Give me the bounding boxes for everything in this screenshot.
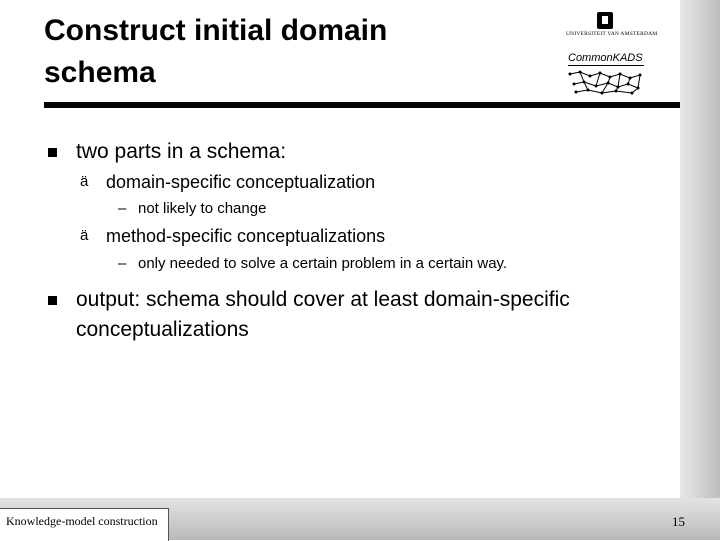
sub-bullet-arrow-icon: ä bbox=[80, 173, 89, 190]
bullet-text: two parts in a schema: bbox=[76, 140, 287, 163]
footer-label: Knowledge-model construction bbox=[6, 514, 158, 528]
bullet-text-line2: conceptualizations bbox=[76, 318, 249, 341]
sub-sub-bullet-text: only needed to solve a certain problem in a certain way. bbox=[138, 255, 508, 272]
commonkads-logo bbox=[566, 52, 648, 98]
shield-icon bbox=[597, 12, 613, 29]
dash-bullet: – bbox=[118, 200, 127, 217]
page-number: 15 bbox=[672, 514, 685, 529]
sub-bullet-text: domain-specific conceptualization bbox=[106, 172, 376, 192]
sub-bullet-text: method-specific conceptualizations bbox=[106, 226, 386, 246]
slide-shadow-right bbox=[680, 0, 720, 540]
university-name: UNIVERSITEIT VAN AMSTERDAM bbox=[566, 31, 658, 37]
sub-sub-bullet-text: not likely to change bbox=[138, 200, 267, 217]
bullet-text-line1: output: schema should cover at least domain-specific bbox=[76, 288, 570, 311]
sub-bullet-arrow-icon: ä bbox=[80, 227, 89, 244]
slide-title: Construct initial domain schema bbox=[44, 14, 388, 89]
title-divider bbox=[44, 102, 680, 108]
dash-bullet: – bbox=[118, 255, 127, 272]
bullet-square-icon bbox=[48, 148, 57, 157]
commonkads-underline bbox=[568, 65, 644, 66]
network-graphic-icon bbox=[566, 68, 648, 96]
commonkads-wordmark: CommonKADS bbox=[568, 52, 643, 64]
bullet-square-icon bbox=[48, 296, 57, 305]
university-logo bbox=[566, 12, 658, 40]
